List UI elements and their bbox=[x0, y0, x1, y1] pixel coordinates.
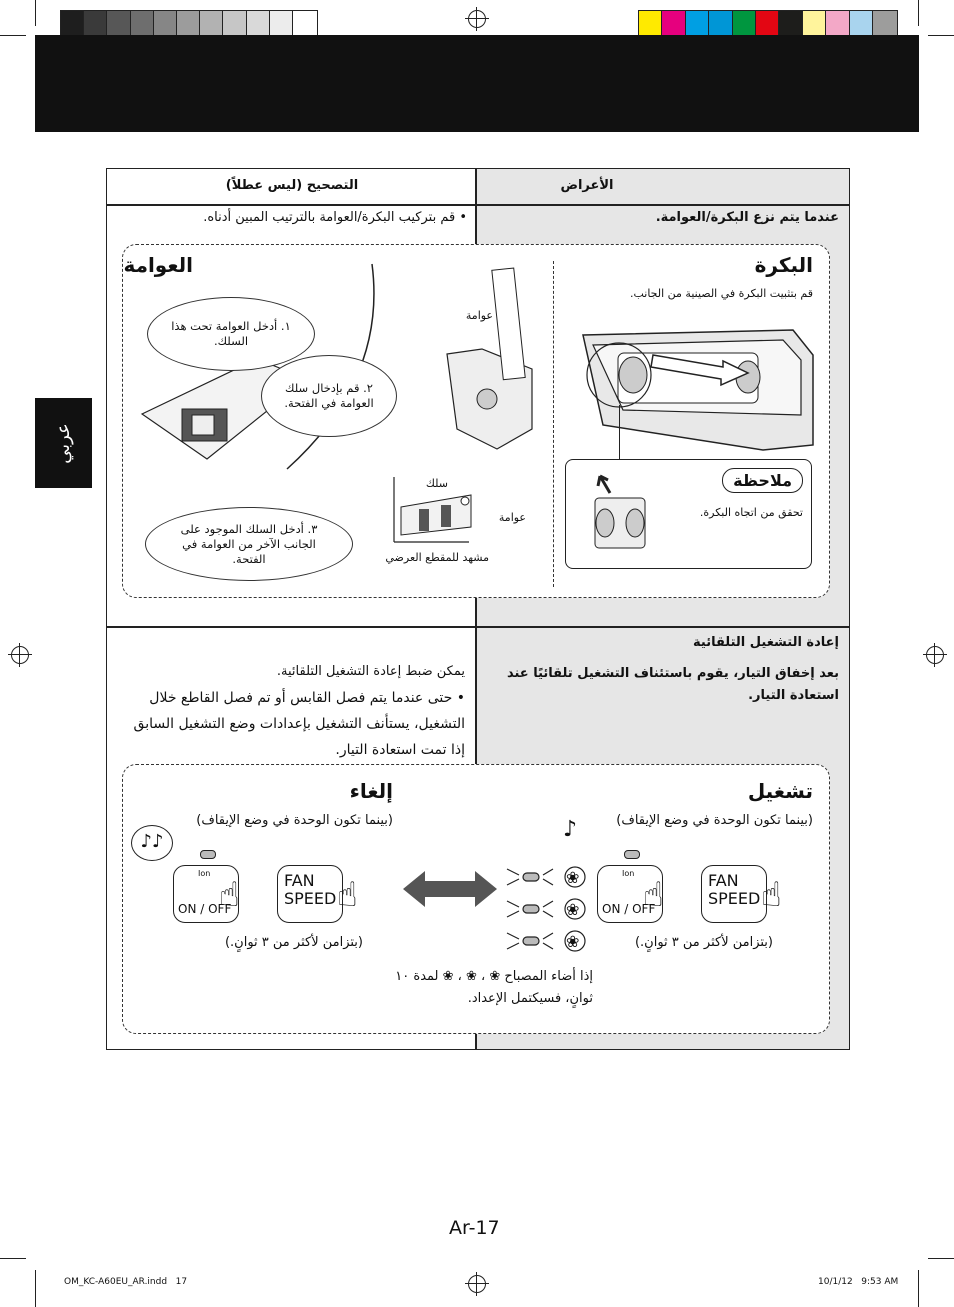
gray-swatch bbox=[106, 10, 132, 36]
language-tab-label: عربي bbox=[53, 422, 74, 464]
hold-note-right: (بينما تكون الوحدة في وضع الإيقاف) bbox=[616, 813, 813, 828]
fan-speed-high-icon: ❀ bbox=[566, 868, 580, 887]
color-swatch bbox=[778, 10, 804, 36]
note-title: ملاحظة bbox=[722, 468, 803, 493]
crop-mark bbox=[918, 1270, 919, 1307]
fan-speed-label: FAN SPEED bbox=[284, 871, 337, 908]
crop-mark bbox=[35, 0, 36, 26]
step-bubble-2-text: ٢. قم بإدخال سلك العوامة في الفتحة. bbox=[284, 381, 374, 410]
crop-mark bbox=[928, 1258, 954, 1259]
fan-speed-label: FAN SPEED bbox=[708, 871, 761, 908]
language-side-tab bbox=[35, 398, 92, 488]
ion-label: Ion bbox=[622, 869, 635, 878]
step-bubble-1-text: ١. أدخل العوامة تحت هذا السلك. bbox=[171, 319, 291, 348]
cross-section-illustration bbox=[389, 477, 499, 547]
hand-press-icon: ☝ bbox=[643, 875, 664, 915]
reel-orientation-illustration bbox=[580, 468, 660, 558]
reel-title: البكرة bbox=[754, 253, 813, 277]
gray-swatch bbox=[153, 10, 179, 36]
color-swatch bbox=[661, 10, 687, 36]
onoff-label: ON / OFF bbox=[178, 902, 232, 916]
crop-mark bbox=[918, 0, 919, 26]
remedy-header: التصحيح (ليس عطلاً) bbox=[225, 178, 359, 193]
footer-file-slug: OM_KC-A60EU_AR.indd 17 bbox=[64, 1277, 188, 1287]
beep-note-icon: ♪ bbox=[563, 817, 578, 842]
row2-remedy-1: يمكن ضبط إعادة التشغيل التلقائية. bbox=[276, 664, 465, 679]
gray-swatch bbox=[222, 10, 248, 36]
row2-symptom: إعادة التشغيل التلقائية bbox=[693, 635, 839, 650]
reel-instruction: قم بتثبيت البكرة في الصينية من الجانب. bbox=[629, 287, 813, 300]
color-swatch bbox=[638, 10, 664, 36]
fan-speed-medium-icon: ❀ bbox=[566, 900, 580, 919]
note-text: تحقق من اتجاه البكرة. bbox=[699, 506, 803, 519]
crop-mark bbox=[35, 1270, 36, 1307]
crop-mark bbox=[0, 1258, 26, 1259]
crop-mark bbox=[0, 35, 26, 36]
registration-mark-left bbox=[11, 646, 29, 664]
label-wire: سلك bbox=[425, 477, 448, 490]
press-note-left: (بتزامن لأكثر من ٣ ثوانٍ.) bbox=[224, 935, 363, 950]
row-divider bbox=[107, 626, 849, 628]
label-float-bottom: عوامة bbox=[498, 511, 526, 524]
footer-date-slug: 10/1/12 9:53 AM bbox=[818, 1277, 899, 1287]
registration-mark-bottom bbox=[468, 1275, 486, 1293]
step-bubble-1 bbox=[147, 297, 315, 371]
registration-mark-top bbox=[468, 10, 486, 28]
step-bubble-3-text: ٣. أدخل السلك الموجود على الجانب الآخر من العوامة في الفتحة. bbox=[180, 521, 318, 566]
hand-press-icon: ☝ bbox=[337, 875, 358, 915]
hand-press-icon: ☝ bbox=[761, 875, 782, 915]
color-swatch bbox=[872, 10, 898, 36]
disable-title: إلغاء bbox=[349, 779, 393, 803]
gray-swatch bbox=[269, 10, 295, 36]
note-box bbox=[565, 459, 812, 569]
label-float-top: عوامة bbox=[465, 309, 493, 322]
lamp-note-line-2: ثوانٍ، فسيكتمل الإعداد. bbox=[467, 991, 593, 1006]
onoff-label: ON / OFF bbox=[602, 902, 656, 916]
header-band bbox=[35, 35, 919, 132]
hold-note-left: (بينما تكون الوحدة في وضع الإيقاف) bbox=[196, 813, 393, 828]
fan-speed-button-left[interactable] bbox=[277, 865, 343, 923]
gray-swatch bbox=[246, 10, 272, 36]
registration-mark-right bbox=[926, 646, 944, 664]
color-swatch bbox=[685, 10, 711, 36]
panel-divider bbox=[553, 261, 554, 587]
double-beep-note-icon: ♪♪ bbox=[131, 825, 173, 861]
indicator-lamp bbox=[624, 850, 640, 859]
indicator-lamp bbox=[200, 850, 216, 859]
float-title: العوامة bbox=[123, 253, 193, 277]
ion-label: Ion bbox=[198, 869, 211, 878]
gray-swatch bbox=[292, 10, 318, 36]
page-number: Ar-17 bbox=[449, 1217, 500, 1239]
row2-symptom-detail: بعد إخفاق التيار، يقوم باستئناف التشغيل تلقائيًا عند استعادة التيار. bbox=[506, 666, 839, 703]
hand-press-icon: ☝ bbox=[219, 875, 240, 915]
gray-swatch bbox=[130, 10, 156, 36]
color-swatch bbox=[802, 10, 828, 36]
crop-mark bbox=[928, 35, 954, 36]
row2-remedy-2: • حتى عندما يتم فصل القابس أو تم فصل القاطع خلال التشغيل، يستأنف التشغيل بإعدادات وضع التشغيل السابق إذا تمت استعادة التيار. bbox=[133, 690, 465, 758]
gray-swatch bbox=[60, 10, 86, 36]
label-cross-section: مشهد للمقطع العرضي bbox=[385, 551, 489, 564]
color-swatch bbox=[708, 10, 734, 36]
lamp-note-line-1: إذا أضاء المصباح ❀ ، ❀ ، ❀ لمدة ١٠ bbox=[395, 969, 593, 984]
auto-restart-panel bbox=[122, 764, 830, 1034]
step-bubble-2 bbox=[261, 355, 397, 437]
toggle-arrow-icon bbox=[403, 869, 497, 909]
reel-float-panel bbox=[122, 244, 830, 598]
fan-speed-button-right[interactable] bbox=[701, 865, 767, 923]
header-row-divider bbox=[107, 204, 849, 206]
symptom-header: الأعراض bbox=[560, 178, 614, 193]
fan-speed-low-icon: ❀ bbox=[566, 932, 580, 951]
zoom-connector-line bbox=[619, 405, 620, 461]
press-note-right: (بتزامن لأكثر من ٣ ثوانٍ.) bbox=[634, 935, 773, 950]
color-swatch bbox=[732, 10, 758, 36]
gray-swatch bbox=[199, 10, 225, 36]
enable-title: تشغيل bbox=[747, 779, 813, 803]
step-bubble-3 bbox=[145, 507, 353, 581]
color-swatch bbox=[755, 10, 781, 36]
row1-symptom: عندما يتم نزع البكرة/العوامة. bbox=[655, 210, 839, 225]
gray-swatch bbox=[83, 10, 109, 36]
gray-swatch bbox=[176, 10, 202, 36]
row1-remedy: • قم بتركيب البكرة/العوامة بالترتيب المبين أدناه. bbox=[203, 210, 467, 225]
reel-tray-illustration bbox=[563, 315, 823, 455]
color-swatch bbox=[849, 10, 875, 36]
color-swatch bbox=[825, 10, 851, 36]
